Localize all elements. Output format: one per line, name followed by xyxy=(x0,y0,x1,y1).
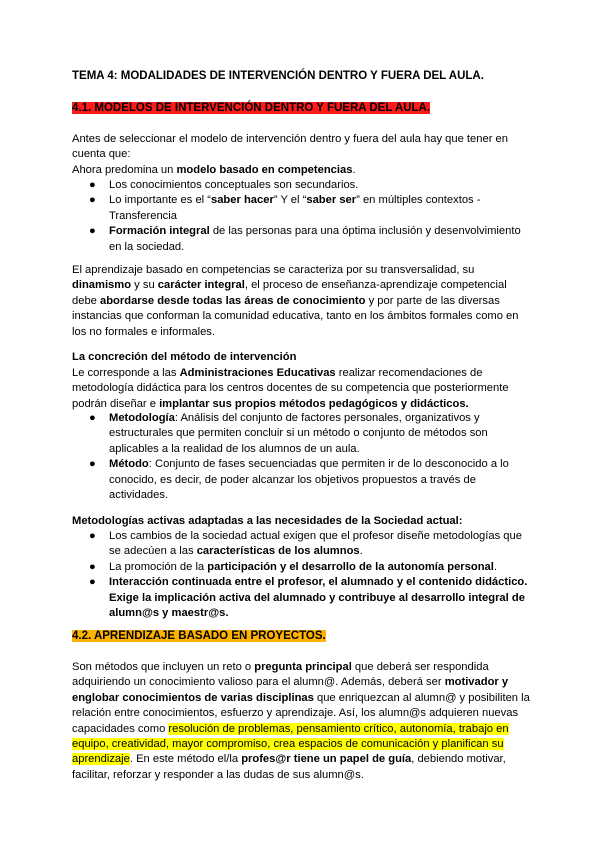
list-item-bold: saber hacer xyxy=(210,194,274,207)
list-item-bold: características de los alumnos xyxy=(196,545,360,558)
section-heading-4-1 xyxy=(72,101,530,116)
text-run: realizar recomendaciones de metodología didáctica para los centros docentes de su competencia que posteriormente podrán diseñar e xyxy=(72,367,509,410)
list-item-text: Los cambios de la sociedad actual exigen que el profesor diseñe metodologías que se adecúen a las xyxy=(109,530,522,558)
intro-paragraph: Antes de seleccionar el modelo de intervención dentro y fuera del aula hay que tener en cuenta que: xyxy=(72,133,508,161)
text-run: El aprendizaje basado en competencias se caracteriza por su transversalidad, su xyxy=(72,264,475,276)
metodo-list xyxy=(72,411,530,503)
list-item xyxy=(72,529,530,560)
activas-list xyxy=(72,529,530,621)
competencias-list xyxy=(72,178,530,255)
list-item xyxy=(72,178,530,193)
competencias-paragraph xyxy=(72,263,530,340)
bullet-icon: ● xyxy=(89,179,96,191)
list-item-bold: Método xyxy=(109,458,149,471)
concrecion-paragraph xyxy=(72,366,530,412)
text-run: Le corresponde a las xyxy=(72,367,180,379)
bullet-icon: ● xyxy=(89,458,96,471)
list-item-text: Lo importante es el “ xyxy=(109,194,211,207)
list-item-text: ” Y el “ xyxy=(273,194,307,207)
text-run: y por parte de las diversas instancias que conforman la comunidad educativa, tanto en los ámbitos formales como en los no formales e informales. xyxy=(72,294,519,338)
activas-heading: Metodologías activas adaptadas a las necesidades de la Sociedad actual: xyxy=(72,515,463,527)
intro-competencias-pre: Ahora predomina un xyxy=(72,164,177,176)
section-heading-4-1-text: 4.1. MODELOS DE INTERVENCIÓN DENTRO Y FUERA DEL AULA. xyxy=(72,102,431,114)
text-run: , debiendo motivar, facilitar, reforzar y responder a las dudas de sus alumn@s. xyxy=(72,753,506,781)
list-item-text: : Conjunto de fases secuenciadas que permiten ir de lo desconocido a lo conocido, es decir, de poder alcanzar los objetivos propuestos a través de actividades. xyxy=(109,458,509,502)
list-item xyxy=(72,224,530,255)
text-bold: pregunta principal xyxy=(254,661,352,673)
bullet-icon: ● xyxy=(89,412,96,424)
intro-competencias-post: . xyxy=(352,164,356,176)
list-item xyxy=(72,193,530,224)
list-item-text: ” en múltiples contextos - Transferencia xyxy=(109,194,481,222)
text-bold: Administraciones Educativas xyxy=(179,367,336,379)
bullet-icon: ● xyxy=(89,194,96,207)
list-item xyxy=(72,457,530,503)
text-run: Son métodos que incluyen un reto o xyxy=(72,661,255,673)
intro-competencias xyxy=(72,163,530,178)
list-item-text: : Análisis del conjunto de factores personales, organizativos y estructurales que permiten concluir si un método o conjunto de métodos son aplicables a la realidad de los alumnos de un aula. xyxy=(109,412,488,455)
text-bold: abordarse desde todas las áreas de conocimiento xyxy=(100,294,366,307)
text-run: que deberá ser respondida adquiriendo un conocimiento valioso para el alumn@. Además, deberá ser xyxy=(72,661,489,689)
text-bold: implantar sus propios métodos pedagógicos y didácticos. xyxy=(159,397,469,410)
text-run: y su xyxy=(131,279,158,292)
text-run: , el proceso de enseñanza-aprendizaje competencial debe xyxy=(72,279,507,307)
text-run: . En este método el/la xyxy=(129,753,242,766)
document-title: TEMA 4: MODALIDADES DE INTERVENCIÓN DENTRO Y FUERA DEL AULA. xyxy=(72,70,484,82)
list-item-text: Los conocimientos conceptuales son secundarios. xyxy=(109,179,359,191)
intro-competencias-bold: modelo basado en competencias xyxy=(176,164,353,176)
bullet-icon: ● xyxy=(89,530,96,542)
concrecion-heading: La concreción del método de intervención xyxy=(72,351,297,363)
text-bold: dinamismo xyxy=(72,279,132,292)
list-item-text: . xyxy=(493,560,497,573)
bullet-icon: ● xyxy=(89,560,96,573)
bullet-icon: ● xyxy=(89,225,96,238)
list-item xyxy=(72,560,530,575)
list-item-bold: Metodología xyxy=(109,412,175,424)
text-bold: profes@r tiene un papel de guía xyxy=(241,753,412,766)
list-item-bold: Interacción continuada entre el profesor, el alumnado y el contenido didáctico. Exige la implicación activa del alumnado y contribuye al desarrollo integral de alumn@s y maestr@s. xyxy=(109,576,528,620)
list-item xyxy=(72,411,530,457)
text-run: que enriquezcan al alumn@ y posibiliten la relación entre conocimientos, esfuerzo y aprendizaje. Así, los alumn@s adquieren nuevas capacidades como xyxy=(72,691,530,735)
text-bold: motivador y englobar conocimientos de varias disciplinas xyxy=(72,676,509,704)
list-item-bold: participación y el desarrollo de la autonomía personal xyxy=(207,560,494,573)
list-item-text: de las personas para una óptima inclusión y desenvolvimiento en la sociedad. xyxy=(109,225,521,253)
list-item-bold: Formación integral xyxy=(109,225,210,238)
list-item xyxy=(72,575,530,621)
proyectos-paragraph xyxy=(72,660,530,783)
section-heading-4-2 xyxy=(72,629,530,644)
highlighted-text: resolución de problemas, pensamiento crítico, autonomía, trabajo en equipo, creatividad, mayor compromiso, crea espacios de comunicación y planifican su aprendizaje xyxy=(72,722,509,766)
list-item-text: La promoción de la xyxy=(109,560,208,573)
bullet-icon: ● xyxy=(89,576,96,589)
list-item-text: . xyxy=(359,545,363,558)
text-bold: carácter integral xyxy=(157,279,245,292)
section-heading-4-2-text: 4.2. APRENDIZAJE BASADO EN PROYECTOS. xyxy=(72,630,326,642)
list-item-bold: saber ser xyxy=(306,194,357,207)
